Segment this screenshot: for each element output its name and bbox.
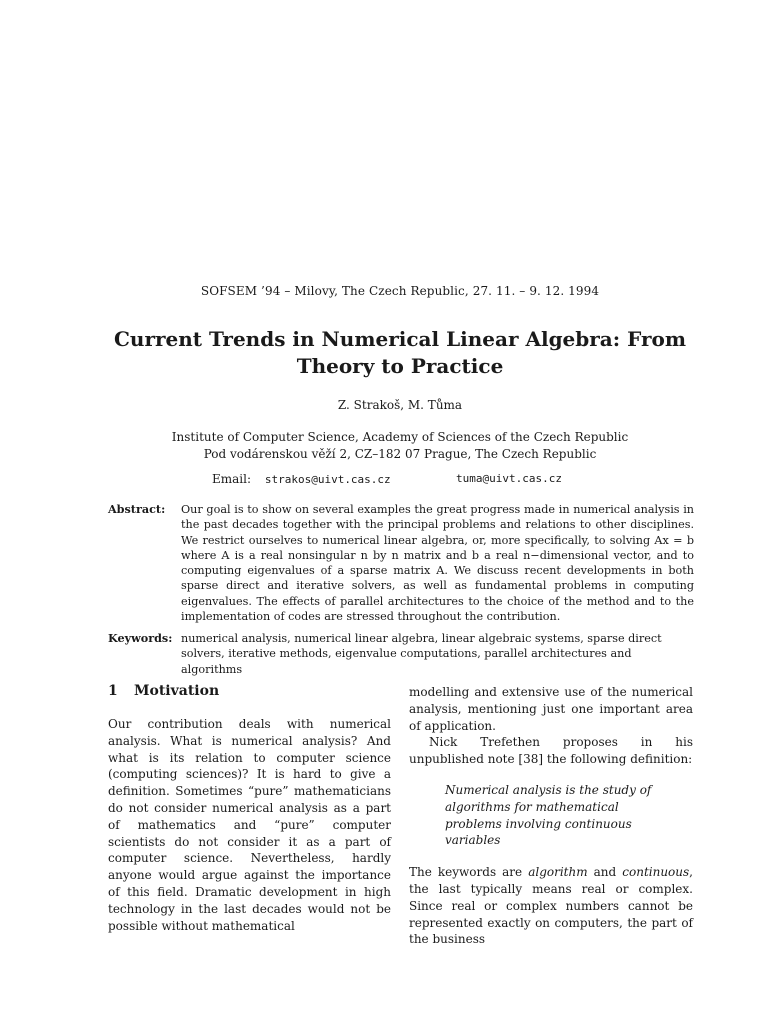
abstract-block [108,502,694,624]
affiliation-line-2: Pod vodárenskou věží 2, CZ–182 07 Prague, The Czech Republic [203,447,597,461]
body-paragraph-keywords [409,864,693,948]
title-line-1: Current Trends in Numerical Linear Algebra: From [113,327,686,351]
section-heading [108,683,219,699]
term-continuous: continuous [622,865,690,880]
abstract-label: Abstract: [108,502,166,516]
section-number: 1 [108,683,118,699]
text-run: , the last typically means real or complex. Since real or complex numbers cannot be represented exactly on computers, the part of the business [409,865,693,947]
keywords-block [108,631,694,677]
column-right [409,684,693,948]
keywords-text: numerical analysis, numerical linear algebra, linear algebraic systems, sparse direct solvers, iterative methods, eigenvalue computations, parallel architectures and algorithms [181,632,662,676]
section-title: Motivation [134,683,220,699]
affiliation [0,429,768,463]
affiliation-line-1: Institute of Computer Science, Academy of Sciences of the Czech Republic [171,430,629,444]
column-left [108,716,391,934]
conference-line: SOFSEM ’94 – Milovy, The Czech Republic, 27. 11. – 9. 12. 1994 [200,284,600,298]
text-run: and [587,865,623,880]
abstract-text: Our goal is to show on several examples the great progress made in numerical analysis in the past decades together with the principal problems and relations to other disciplines. We restrict ourselves to numerical linear algebra, or, more specifically, to solving Ax = b where A is a real nonsingular n by n matrix and b a real n−dimensional vector, and to computing eigenvalues of a sparse matrix A. We discuss recent developments in both sparse direct and iterative solvers, as well as fundamental problems in computing eigenvalues. The effects of parallel architectures to the choice of the method and to the implementation of codes are stressed throughout the contribution. [181,503,694,624]
authors: Z. Strakoš, M. Tůma [337,398,463,412]
body-paragraph: Our contribution deals with numerical analysis. What is numerical analysis? And what is its relation to computer science (computing sciences)? It is hard to give a definition. Sometimes “pure” mathematicians do not consider numerical analysis as a part of mathematics and “pure” computer scientists do not consider it as a part of computer science. Nevertheless, hardly anyone would argue against the importance of this field. Dramatic development in high technology in the last decades would not be possible without mathematical [108,717,391,933]
keywords-label: Keywords: [108,631,173,645]
body-paragraph-trefethen: Nick Trefethen proposes in his unpublished note [38] the following definition: [409,735,693,767]
term-algorithm: algorithm [528,865,588,880]
email-line [212,472,562,486]
email-label: Email: [212,472,252,486]
body-paragraph-continued: modelling and extensive use of the numerical analysis, mentioning just one important area of application. [409,685,693,733]
text-run: The keywords are [409,865,529,880]
email-address-strakos[interactable]: strakos@uivt.cas.cz [264,473,391,486]
title-line-2: Theory to Practice [296,354,504,378]
definition-quote: Numerical analysis is the study of algorithms for mathematical problems involving continuous variables [445,782,652,848]
paper-title [0,326,768,380]
email-address-tuma[interactable]: tuma@uivt.cas.cz [456,472,562,485]
